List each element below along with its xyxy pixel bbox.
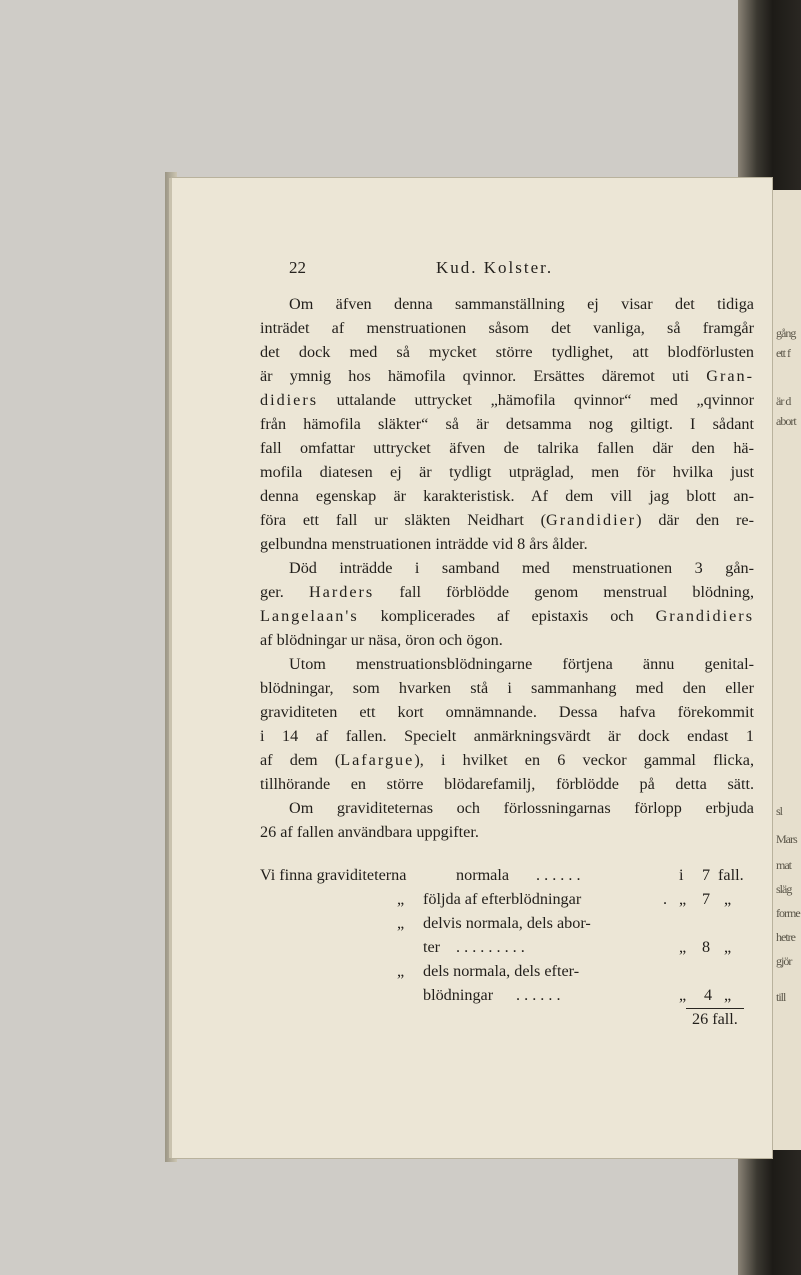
table-unit: „ [724, 986, 732, 1004]
text-line: Utom menstruationsblödningarne förtjena ännu genital- [289, 655, 754, 673]
table-row-label: följda af efterblödningar [423, 890, 582, 908]
text-line: i 14 af fallen. Specielt anmärkningsvärdt är dock endast 1 [260, 727, 754, 745]
facing-fragment: ett f [776, 346, 790, 360]
table-row-label: ter [423, 938, 441, 956]
table-prefix: „ [679, 986, 687, 1004]
table-count: 7 [702, 890, 711, 908]
table-count: 7 [702, 866, 711, 884]
table-lead: „ [397, 914, 405, 932]
table-row-label: normala [456, 866, 510, 884]
table-lead: Vi finna graviditeterna [260, 866, 407, 884]
table-prefix: „ [679, 890, 687, 908]
text-line: didiers uttalande uttrycket „hämofila qvinnor“ med „qvinnor [260, 391, 754, 409]
text-line: det dock med så mycket större tydlighet, att blodförlusten [260, 343, 754, 361]
facing-fragment: till [776, 990, 786, 1004]
table-lead: „ [397, 890, 405, 908]
facing-fragment: mat [776, 858, 791, 872]
text-line: inträdet af menstruationen såsom det vanliga, så framgår [260, 319, 754, 337]
table-prefix: „ [679, 938, 687, 956]
table-count: 8 [702, 938, 711, 956]
facing-fragment: gjör [776, 954, 792, 968]
text-line: ger. Harders fall förblödde genom menstrual blödning, [260, 583, 754, 601]
table-row-label: delvis normala, dels abor- [423, 914, 591, 932]
facing-fragment: är d [776, 394, 791, 408]
text-line: är ymnig hos hämofila qvinnor. Ersättes däremot uti Gran- [260, 367, 754, 385]
facing-fragment: sl [776, 804, 783, 818]
table-prefix: i [679, 866, 684, 884]
text-line: Död inträdde i samband med menstruationen 3 gån- [289, 559, 754, 577]
table-leader-dots: . [663, 890, 668, 908]
table-leader-dots: . . . . . . [516, 986, 561, 1004]
table-leader-dots: . . . . . . [536, 866, 581, 884]
table-lead: „ [397, 962, 405, 980]
table-row-label: blödningar [423, 986, 494, 1004]
table-total: 26 fall. [692, 1010, 738, 1028]
facing-page-edge [772, 190, 801, 1150]
text-line: gelbundna menstruationen inträdde vid 8 års ålder. [260, 535, 588, 553]
table-row-label: dels normala, dels efter- [423, 962, 580, 980]
text-line: Langelaan's komplicerades af epistaxis och Grandidiers [260, 607, 754, 625]
text-line: af dem (Lafargue), i hvilket en 6 veckor gammal flicka, [260, 751, 754, 769]
text-line: blödningar, som hvarken stå i sammanhang med den eller [260, 679, 754, 697]
text-line: 26 af fallen användbara uppgifter. [260, 823, 479, 841]
text-line: graviditeten ett kort omnämnande. Dessa hafva förekommit [260, 703, 754, 721]
text-line: fall omfattar uttrycket äfven de talrika fallen där den hä- [260, 439, 754, 457]
facing-fragment: abort [776, 414, 796, 428]
table-unit: „ [724, 938, 732, 956]
table-unit: fall. [718, 866, 744, 884]
text-line: från hämofila släkter“ så är detsamma nog giltigt. I sådant [260, 415, 754, 433]
text-line: af blödningar ur näsa, öron och ögon. [260, 631, 503, 649]
text-line: Om äfven denna sammanställning ej visar det tidiga [289, 295, 754, 313]
facing-fragment: släg [776, 882, 792, 896]
text-line: tillhörande en större blödarefamilj, förblödde på detta sätt. [260, 775, 754, 793]
facing-fragment: forme [776, 906, 800, 920]
text-line: Om graviditeternas och förlossningarnas förlopp erbjuda [289, 799, 754, 817]
facing-fragment: hetre [776, 930, 795, 944]
facing-fragment: Mars [776, 832, 797, 846]
facing-fragment: gång [776, 326, 796, 340]
table-leader-dots: . . . . . . . . . [456, 938, 525, 956]
text-line: mofila diatesen ej är tydligt utpräglad, men för hvilka just [260, 463, 754, 481]
page-number: 22 [289, 258, 306, 277]
table-count: 4 [704, 986, 713, 1004]
sum-rule [686, 1008, 744, 1009]
text-line: denna egenskap är karakteristisk. Af dem vill jag blott an- [260, 487, 754, 505]
table-unit: „ [724, 890, 732, 908]
text-line: föra ett fall ur släkten Neidhart (Grandidier) där den re- [260, 511, 755, 529]
running-title: Kud. Kolster. [436, 258, 554, 277]
